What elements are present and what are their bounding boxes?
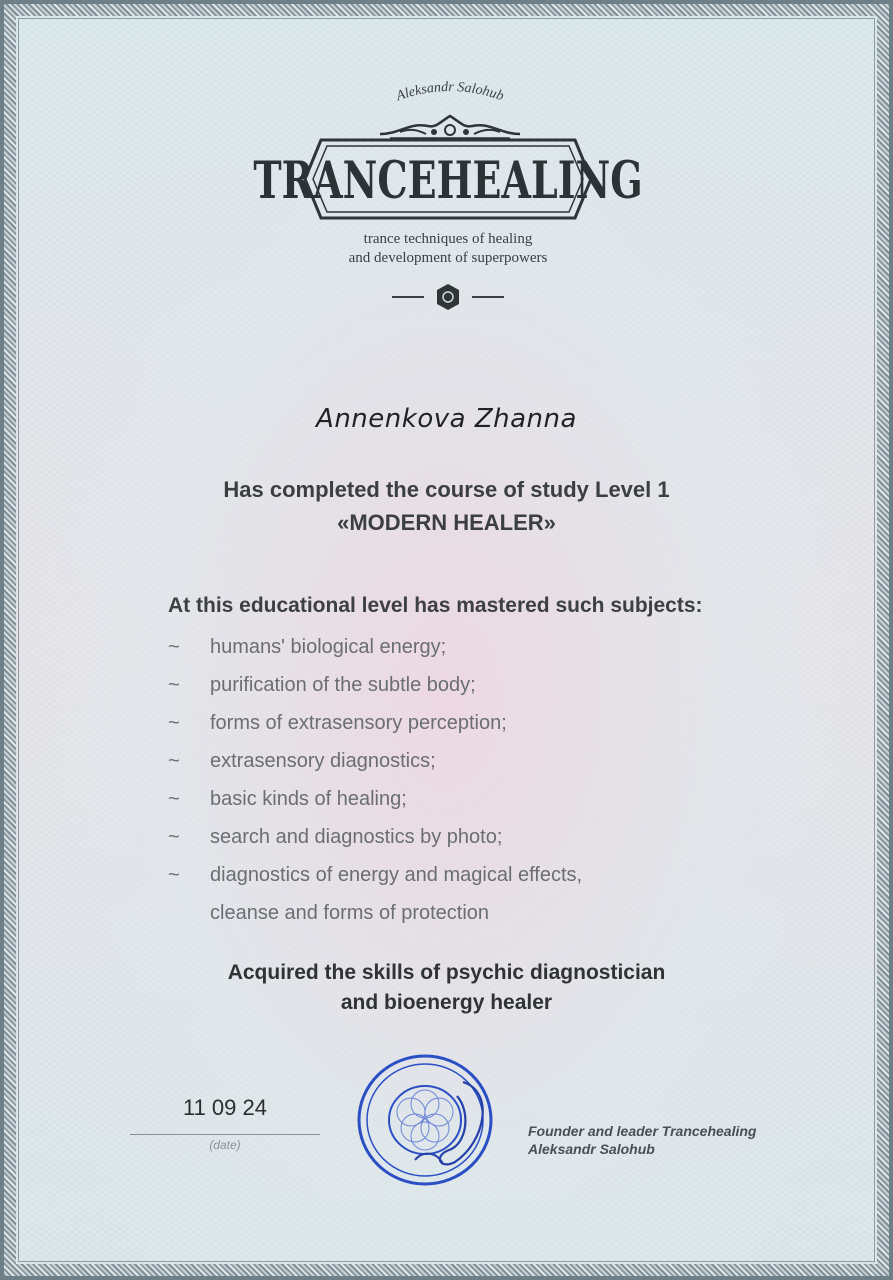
subject-text: search and diagnostics by photo; <box>210 826 503 848</box>
acquired-line-2: and bioenergy healer <box>340 991 553 1014</box>
tilde-bullet: ~ <box>168 674 180 696</box>
course-title: «MODERN HEALER» <box>337 510 556 535</box>
tilde-bullet: ~ <box>168 864 180 886</box>
subject-text: forms of extrasensory perception; <box>210 712 507 734</box>
issue-date: 11 09 24 <box>182 1095 267 1120</box>
acquired-line-1: Acquired the skills of psychic diagnostician <box>227 961 666 984</box>
tagline-line-2: and development of superpowers <box>348 250 548 266</box>
subject-text: extrasensory diagnostics; <box>210 750 436 772</box>
completed-line: Has completed the course of study Level 1 <box>223 477 670 502</box>
founder-name: Aleksandr Salohub <box>528 1141 655 1157</box>
subject-text: diagnostics of energy and magical effects, <box>210 864 583 886</box>
subject-text: purification of the subtle body; <box>210 674 476 696</box>
mastered-heading: At this educational level has mastered such subjects: <box>168 594 703 617</box>
tagline-line-1: trance techniques of healing <box>363 231 533 247</box>
date-caption: (date) <box>209 1138 241 1152</box>
subject-text: basic kinds of healing; <box>210 788 407 810</box>
tagline <box>300 230 596 268</box>
official-stamp-seal <box>345 1052 513 1188</box>
tilde-bullet: ~ <box>168 750 180 772</box>
acquired-skills-statement <box>0 958 893 1018</box>
tilde-bullet: ~ <box>168 826 180 848</box>
emblem-divider-icon <box>388 282 508 312</box>
recipient-name: Annenkova Zhanna <box>316 404 577 434</box>
tilde-bullet: ~ <box>168 712 180 734</box>
logo-wordmark: TRANCEHEALING <box>253 148 643 210</box>
founder-title: Founder and leader Trancehealing <box>528 1123 757 1139</box>
svg-text:Aleksandr Salohub: Aleksandr Salohub <box>394 79 506 105</box>
completion-statement <box>0 473 893 539</box>
author-arc-text <box>370 70 530 110</box>
subject-text-continued: cleanse and forms of protection <box>210 902 490 924</box>
subject-text: humans' biological energy; <box>210 636 447 658</box>
date-underline <box>130 1134 320 1135</box>
trancehealing-logo <box>253 136 643 222</box>
tilde-bullet: ~ <box>168 636 180 658</box>
founder-signature-caption <box>528 1122 756 1158</box>
tilde-bullet: ~ <box>168 788 180 810</box>
